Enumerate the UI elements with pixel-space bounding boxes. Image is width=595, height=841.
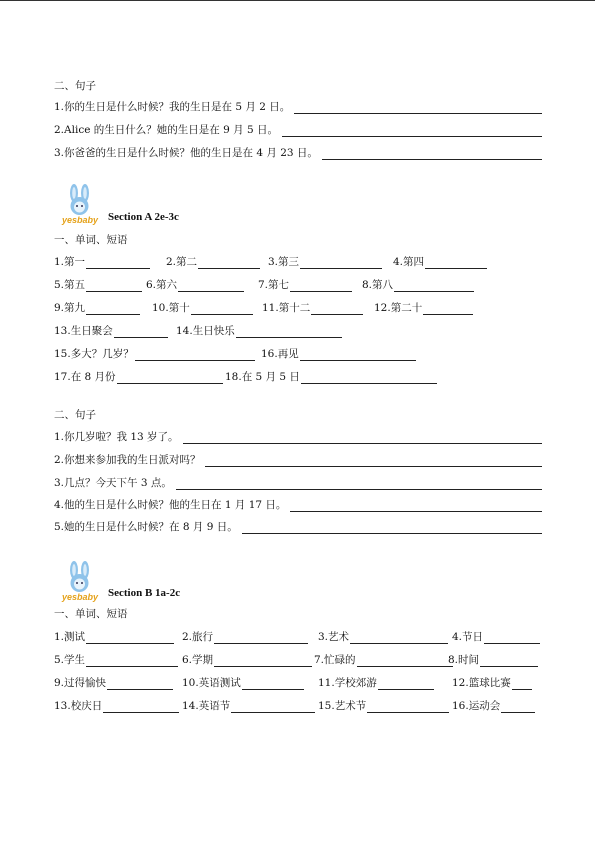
vocab-prompt: 11.第十二: [262, 302, 311, 314]
answer-blank[interactable]: [301, 372, 437, 384]
section-b-title: Section B 1a-2c: [108, 587, 181, 599]
answer-blank[interactable]: [425, 257, 487, 269]
answer-blank[interactable]: [86, 280, 142, 292]
vocab-item: [166, 255, 260, 269]
vocab-item: [54, 324, 168, 338]
vocab-item: [182, 699, 315, 713]
vocab-prompt: 12.篮球比赛: [452, 677, 511, 689]
vocab-prompt: 12.第二十: [374, 302, 423, 314]
vocab-item: [54, 370, 223, 384]
section-a-title: Section A 2e-3c: [108, 211, 179, 223]
answer-blank[interactable]: [117, 372, 223, 384]
vocab-prompt: 6.第六: [146, 279, 178, 291]
vocab-item: [318, 676, 434, 690]
answer-blank[interactable]: [191, 303, 253, 315]
answer-blank[interactable]: [311, 303, 363, 315]
answer-blank[interactable]: [501, 701, 535, 713]
answer-blank[interactable]: [357, 655, 453, 667]
vocab-item: [362, 278, 474, 292]
answer-blank[interactable]: [236, 326, 342, 338]
vocab-item: [54, 347, 255, 361]
vocab-item: [54, 653, 178, 667]
sentence-row: [54, 476, 542, 490]
answer-blank[interactable]: [107, 678, 173, 690]
answer-blank[interactable]: [183, 432, 542, 444]
vocab-prompt: 2.第二: [166, 256, 198, 268]
answer-blank[interactable]: [394, 280, 474, 292]
vocab-prompt: 13.生日聚会: [54, 325, 113, 337]
vocab-item: [393, 255, 487, 269]
vocab-item: [54, 630, 174, 644]
vocab-heading: 一、单词、短语: [54, 234, 128, 246]
vocab-prompt: 10.英语测试: [182, 677, 241, 689]
vocab-item: [146, 278, 244, 292]
part1-heading: 二、句子: [54, 80, 96, 92]
vocab-prompt: 5.第五: [54, 279, 86, 291]
vocab-prompt: 8.第八: [362, 279, 394, 291]
answer-blank[interactable]: [176, 478, 542, 490]
answer-blank[interactable]: [322, 148, 542, 160]
sentence-prompt: 3.你爸爸的生日是什么时候？他的生日是在 4 月 23 日。: [54, 147, 318, 159]
vocab-item: [182, 630, 308, 644]
vocab-prompt: 17.在 8 月份: [54, 371, 116, 383]
answer-blank[interactable]: [86, 655, 178, 667]
vocab-item: [452, 676, 532, 690]
vocab-item: [54, 301, 140, 315]
vocab-prompt: 15.多大？几岁？: [54, 348, 134, 360]
vocab-item: [54, 699, 179, 713]
vocab-item: [452, 630, 540, 644]
sentence-row: [54, 520, 542, 534]
answer-blank[interactable]: [300, 257, 382, 269]
answer-blank[interactable]: [103, 701, 179, 713]
answer-blank[interactable]: [484, 632, 540, 644]
answer-blank[interactable]: [480, 655, 538, 667]
answer-blank[interactable]: [205, 455, 542, 467]
answer-blank[interactable]: [512, 678, 532, 690]
sentence-row: [54, 498, 542, 512]
answer-blank[interactable]: [231, 701, 315, 713]
sentence-prompt: 2.Alice 的生日什么？她的生日是在 9 月 5 日。: [54, 124, 278, 136]
vocab-item: [182, 653, 312, 667]
vocab-item: [314, 653, 453, 667]
vocab-item: [258, 278, 352, 292]
vocab-prompt: 16.再见: [261, 348, 299, 360]
vocab-item: [261, 347, 416, 361]
sentence-row: [54, 453, 542, 467]
sentence-prompt: 1.你几岁啦？我 13 岁了。: [54, 431, 179, 443]
vocab-prompt: 4.节日: [452, 631, 484, 643]
answer-blank[interactable]: [378, 678, 434, 690]
vocab-prompt: 7.第七: [258, 279, 290, 291]
yesbaby-rabbit-logo: [56, 561, 104, 603]
answer-blank[interactable]: [290, 280, 352, 292]
vocab-item: [318, 699, 449, 713]
vocab-item: [318, 630, 448, 644]
vocab-item: [182, 676, 304, 690]
vocab-item: [152, 301, 253, 315]
answer-blank[interactable]: [300, 349, 416, 361]
vocab-prompt: 1.第一: [54, 256, 86, 268]
vocab-prompt: 7.忙碌的: [314, 654, 356, 666]
answer-blank[interactable]: [178, 280, 244, 292]
vocab-prompt: 15.艺术节: [318, 700, 367, 712]
vocab-prompt: 4.第四: [393, 256, 425, 268]
vocab-item: [54, 278, 142, 292]
yesbaby-rabbit-logo: [56, 184, 104, 226]
vocab-prompt: 11.学校郊游: [318, 677, 377, 689]
vocab-item: [262, 301, 363, 315]
vocab-prompt: 16.运动会: [452, 700, 501, 712]
vocab-item: [268, 255, 382, 269]
answer-blank[interactable]: [242, 678, 304, 690]
sentence-prompt: 1.你的生日是什么时候？我的生日是在 5 月 2 日。: [54, 101, 291, 113]
answer-blank[interactable]: [290, 500, 542, 512]
sentence-row: [54, 430, 542, 444]
sentence-prompt: 3.几点？今天下午 3 点。: [54, 477, 172, 489]
vocab-prompt: 10.第十: [152, 302, 190, 314]
vocab-prompt: 18.在 5 月 5 日: [225, 371, 300, 383]
vocab-item: [176, 324, 342, 338]
vocab-prompt: 3.第三: [268, 256, 300, 268]
answer-blank[interactable]: [367, 701, 449, 713]
vocab-prompt: 14.生日快乐: [176, 325, 235, 337]
vocab-heading: 一、单词、短语: [54, 608, 128, 620]
logo-text: yesbaby: [61, 592, 99, 602]
vocab-item: [54, 255, 150, 269]
vocab-prompt: 3.艺术: [318, 631, 350, 643]
vocab-item: [448, 653, 538, 667]
answer-blank[interactable]: [242, 522, 542, 534]
sentence-row: [54, 146, 542, 160]
answer-blank[interactable]: [114, 326, 168, 338]
sentence-prompt: 5.她的生日是什么时候？在 8 月 9 日。: [54, 521, 238, 533]
answer-blank[interactable]: [423, 303, 473, 315]
logo-text: yesbaby: [61, 215, 99, 225]
sentence-prompt: 2.你想来参加我的生日派对吗？: [54, 454, 201, 466]
answer-blank[interactable]: [294, 102, 542, 114]
vocab-prompt: 8.时间: [448, 654, 480, 666]
answer-blank[interactable]: [214, 632, 308, 644]
sentence-heading: 二、句子: [54, 409, 96, 421]
vocab-prompt: 9.第九: [54, 302, 86, 314]
answer-blank[interactable]: [135, 349, 255, 361]
answer-blank[interactable]: [86, 632, 174, 644]
vocab-item: [374, 301, 473, 315]
answer-blank[interactable]: [86, 257, 150, 269]
vocab-prompt: 1.测试: [54, 631, 86, 643]
vocab-prompt: 2.旅行: [182, 631, 214, 643]
answer-blank[interactable]: [214, 655, 312, 667]
vocab-item: [54, 676, 173, 690]
vocab-prompt: 13.校庆日: [54, 700, 103, 712]
vocab-item: [225, 370, 437, 384]
top-border-line: [0, 0, 595, 1]
answer-blank[interactable]: [86, 303, 140, 315]
vocab-prompt: 5.学生: [54, 654, 86, 666]
vocab-prompt: 14.英语节: [182, 700, 231, 712]
sentence-prompt: 4.他的生日是什么时候？他的生日在 1 月 17 日。: [54, 499, 287, 511]
answer-blank[interactable]: [350, 632, 448, 644]
vocab-prompt: 9.过得愉快: [54, 677, 107, 689]
sentence-row: [54, 100, 542, 114]
vocab-item: [452, 699, 535, 713]
answer-blank[interactable]: [198, 257, 260, 269]
vocab-prompt: 6.学期: [182, 654, 214, 666]
answer-blank[interactable]: [282, 125, 542, 137]
sentence-row: [54, 123, 542, 137]
